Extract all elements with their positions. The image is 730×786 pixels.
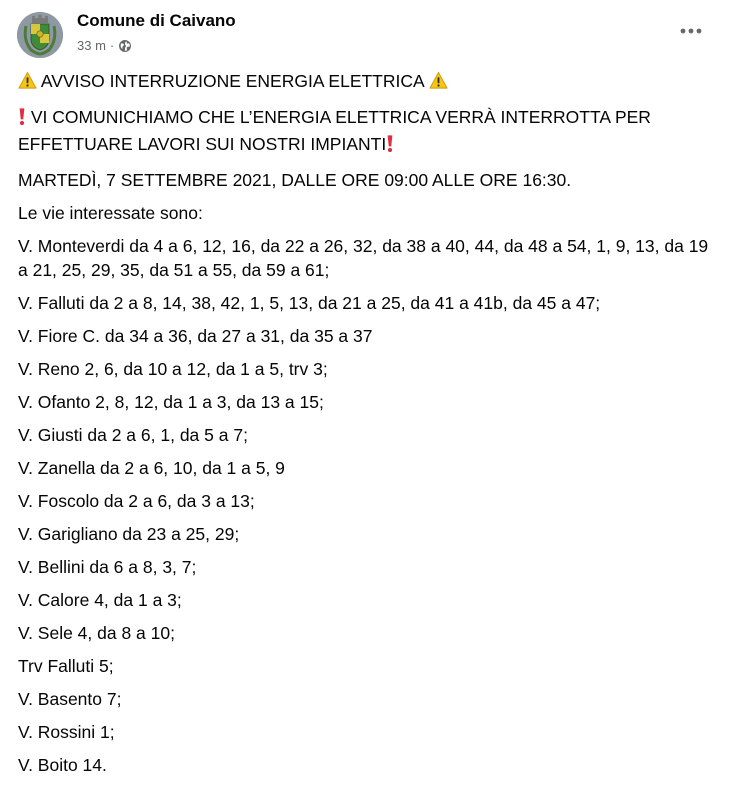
coat-of-arms-icon xyxy=(17,12,63,58)
warning-icon xyxy=(18,71,37,96)
street-item: V. Basento 7; xyxy=(18,689,122,709)
street-item: V. Reno 2, 6, da 10 a 12, da 1 a 5, trv 3; xyxy=(18,359,328,379)
street-item: V. Calore 4, da 1 a 3; xyxy=(18,590,182,610)
announcement-text: VI COMUNICHIAMO CHE L’ENERGIA ELETTRICA VERRÀ INTERROTTA PER EFFETTUARE LAVORI SUI NOSTRI IMPIANTI xyxy=(18,107,651,154)
street-item: V. Sele 4, da 8 a 10; xyxy=(18,623,175,643)
post-timestamp[interactable]: 33 m xyxy=(77,38,106,53)
red-exclamation-icon xyxy=(18,107,26,132)
post-body xyxy=(18,69,718,786)
street-item: V. Foscolo da 2 a 6, da 3 a 13; xyxy=(18,491,255,511)
street-item: V. Rossini 1; xyxy=(18,722,115,742)
street-item: V. Garigliano da 23 a 25, 29; xyxy=(18,524,240,544)
street-item: V. Fiore C. da 34 a 36, da 27 a 31, da 35 a 37 xyxy=(18,326,373,346)
page-avatar[interactable] xyxy=(17,12,63,58)
post-title-line xyxy=(18,69,718,96)
announcement-line xyxy=(18,105,718,159)
streets-intro: Le vie interessate sono: xyxy=(18,203,203,223)
street-item: V. Ofanto 2, 8, 12, da 1 a 3, da 13 a 15; xyxy=(18,392,324,412)
meta-separator: · xyxy=(109,38,115,53)
page-name[interactable]: Comune di Caivano xyxy=(77,11,236,30)
street-item: Trv Falluti 5; xyxy=(18,656,114,676)
street-item: V. Monteverdi da 4 a 6, 12, 16, da 22 a 26, 32, da 38 a 40, 44, da 48 a 54, 1, 9, 13, da 19 a 21, 25, 29, 35, da 51 a 55, da 59 a 61; xyxy=(18,236,709,280)
post-title: AVVISO INTERRUZIONE ENERGIA ELETTRICA xyxy=(40,71,424,91)
globe-icon[interactable] xyxy=(118,39,132,53)
more-options-icon[interactable] xyxy=(676,18,706,44)
street-item: V. Giusti da 2 a 6, 1, da 5 a 7; xyxy=(18,425,248,445)
street-item: V. Bellini da 6 a 8, 3, 7; xyxy=(18,557,197,577)
post-meta xyxy=(77,38,132,53)
date-line: MARTEDÌ, 7 SETTEMBRE 2021, DALLE ORE 09:00 ALLE ORE 16:30. xyxy=(18,170,572,190)
street-item: V. Falluti da 2 a 8, 14, 38, 42, 1, 5, 13, da 21 a 25, da 41 a 41b, da 45 a 47; xyxy=(18,293,601,313)
street-item: V. Zanella da 2 a 6, 10, da 1 a 5, 9 xyxy=(18,458,285,478)
red-exclamation-icon xyxy=(386,134,394,159)
warning-icon xyxy=(429,71,448,96)
street-item: V. Boito 14. xyxy=(18,755,107,775)
